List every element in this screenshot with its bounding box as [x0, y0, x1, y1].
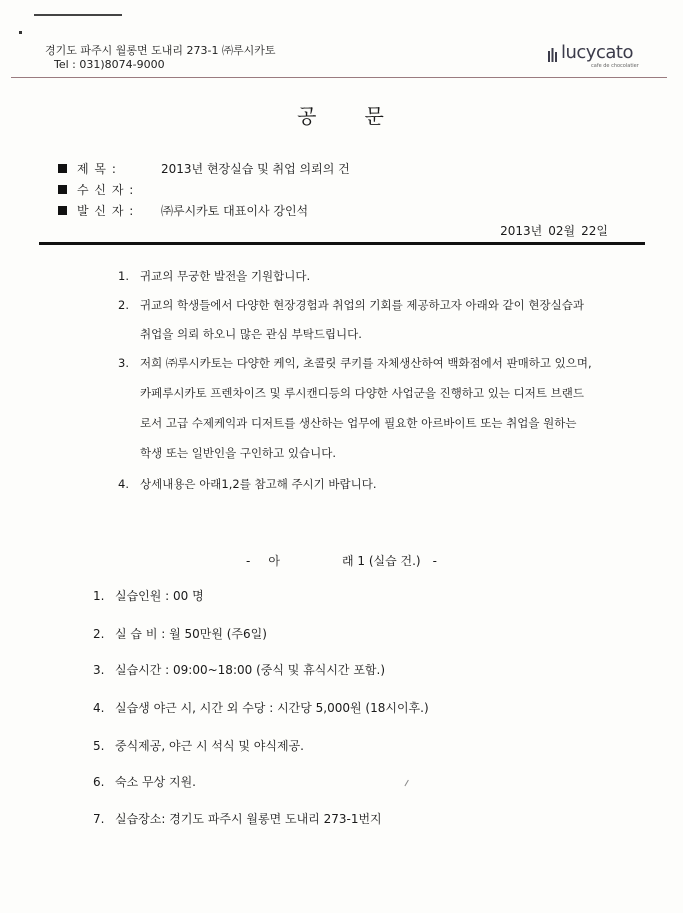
title-char-1: 공 — [297, 104, 319, 128]
para-number: 4. — [118, 477, 129, 491]
section-dash-left: - — [246, 554, 251, 568]
body-paragraph — [118, 268, 310, 284]
body-paragraph-continued — [118, 445, 336, 461]
item-number: 3. — [93, 663, 105, 677]
document-title — [0, 100, 683, 129]
logo-tagline: cafe de chocolatier — [591, 63, 639, 69]
section-dash-right: - — [432, 554, 437, 568]
scan-artifact-line — [34, 14, 122, 16]
para-number: 3. — [118, 356, 129, 370]
section-title-rest: 래 1 (실습 건.) — [341, 554, 421, 568]
date-day: 22일 — [581, 224, 608, 238]
main-divider — [39, 242, 645, 245]
bullet-square-icon — [58, 206, 67, 215]
logo-wordmark: lucycato — [561, 42, 633, 63]
item-number: 4. — [93, 701, 105, 715]
body-paragraph-continued — [118, 415, 576, 431]
sender-address: 경기도 파주시 월롱면 도내리 273-1 ㈜루시카토 — [45, 44, 276, 57]
body-paragraph-continued — [118, 326, 362, 342]
section-char-a: 아 — [268, 554, 280, 568]
meta-recipient — [58, 181, 161, 198]
meta-subject — [58, 160, 350, 177]
para-text: 로서 고급 수제케익과 디저트를 생산하는 업무에 필요한 아르바이트 또는 취업을 원하는 — [140, 416, 577, 430]
para-number: 1. — [118, 269, 129, 283]
sender-tel: Tel : 031)8074-9000 — [54, 58, 165, 71]
item-text: 실 습 비 : 월 50만원 (주6일) — [115, 627, 267, 641]
item-number: 2. — [93, 627, 105, 641]
meta-value: ㈜루시카토 대표이사 강인석 — [161, 204, 309, 218]
meta-value: 2013년 현장실습 및 취업 의뢰의 건 — [161, 162, 350, 176]
item-number: 5. — [93, 739, 105, 753]
item-text: 실습생 야근 시, 시간 외 수당 : 시간당 5,000원 (18시이후.) — [115, 701, 429, 715]
item-text: 실습장소: 경기도 파주시 월롱면 도내리 273-1번지 — [115, 812, 382, 826]
para-number: 2. — [118, 298, 129, 312]
detail-item — [93, 625, 267, 642]
body-paragraph — [118, 476, 377, 492]
para-text: 취업을 의뢰 하오니 많은 관심 부탁드립니다. — [140, 327, 362, 341]
para-text: 귀교의 무궁한 발전을 기원합니다. — [140, 269, 311, 283]
item-number: 6. — [93, 775, 105, 789]
title-char-2: 문 — [364, 104, 386, 128]
detail-item — [93, 737, 304, 754]
para-text: 저희 ㈜루시카토는 다양한 케익, 초콜릿 쿠키를 자체생산하여 백화점에서 판매하고 있으며, — [140, 356, 592, 370]
date-year: 2013년 — [500, 224, 543, 238]
date-month: 02월 — [548, 224, 576, 238]
bullet-square-icon — [58, 164, 67, 173]
document-date — [494, 222, 608, 239]
meta-key: 발 신 자 : — [77, 204, 135, 218]
section-heading — [0, 552, 683, 569]
para-text: 상세내용은 아래1,2를 참고해 주시기 바랍니다. — [140, 477, 377, 491]
body-paragraph — [118, 355, 592, 371]
detail-item — [93, 810, 382, 827]
item-text: 실습인원 : 00 명 — [115, 589, 204, 603]
meta-key: 제 목 : — [77, 162, 117, 176]
detail-item — [93, 773, 196, 790]
para-text: 학생 또는 일반인을 구인하고 있습니다. — [140, 446, 337, 460]
header-divider — [11, 77, 667, 78]
company-logo — [547, 42, 655, 72]
detail-item — [93, 587, 204, 604]
scan-artifact-dot — [19, 31, 22, 34]
item-number: 7. — [93, 812, 105, 826]
scan-artifact-speck — [404, 780, 410, 788]
meta-sender — [58, 202, 308, 219]
body-paragraph-continued — [118, 385, 584, 401]
item-text: 실습시간 : 09:00~18:00 (중식 및 휴식시간 포함.) — [115, 663, 386, 677]
item-text: 숙소 무상 지원. — [115, 775, 196, 789]
meta-key: 수 신 자 : — [77, 183, 135, 197]
body-paragraph — [118, 297, 584, 313]
item-text: 중식제공, 야근 시 석식 및 야식제공. — [115, 739, 304, 753]
item-number: 1. — [93, 589, 105, 603]
para-text: 카페루시카토 프렌차이즈 및 루시캔디등의 다양한 사업군을 진행하고 있는 디저트 브랜드 — [140, 386, 584, 400]
logo-bars-icon — [547, 46, 561, 62]
detail-item — [93, 661, 385, 678]
detail-item — [93, 699, 429, 716]
bullet-square-icon — [58, 185, 67, 194]
para-text: 귀교의 학생들에서 다양한 현장경험과 취업의 기회를 제공하고자 아래와 같이 현장실습과 — [140, 298, 584, 312]
